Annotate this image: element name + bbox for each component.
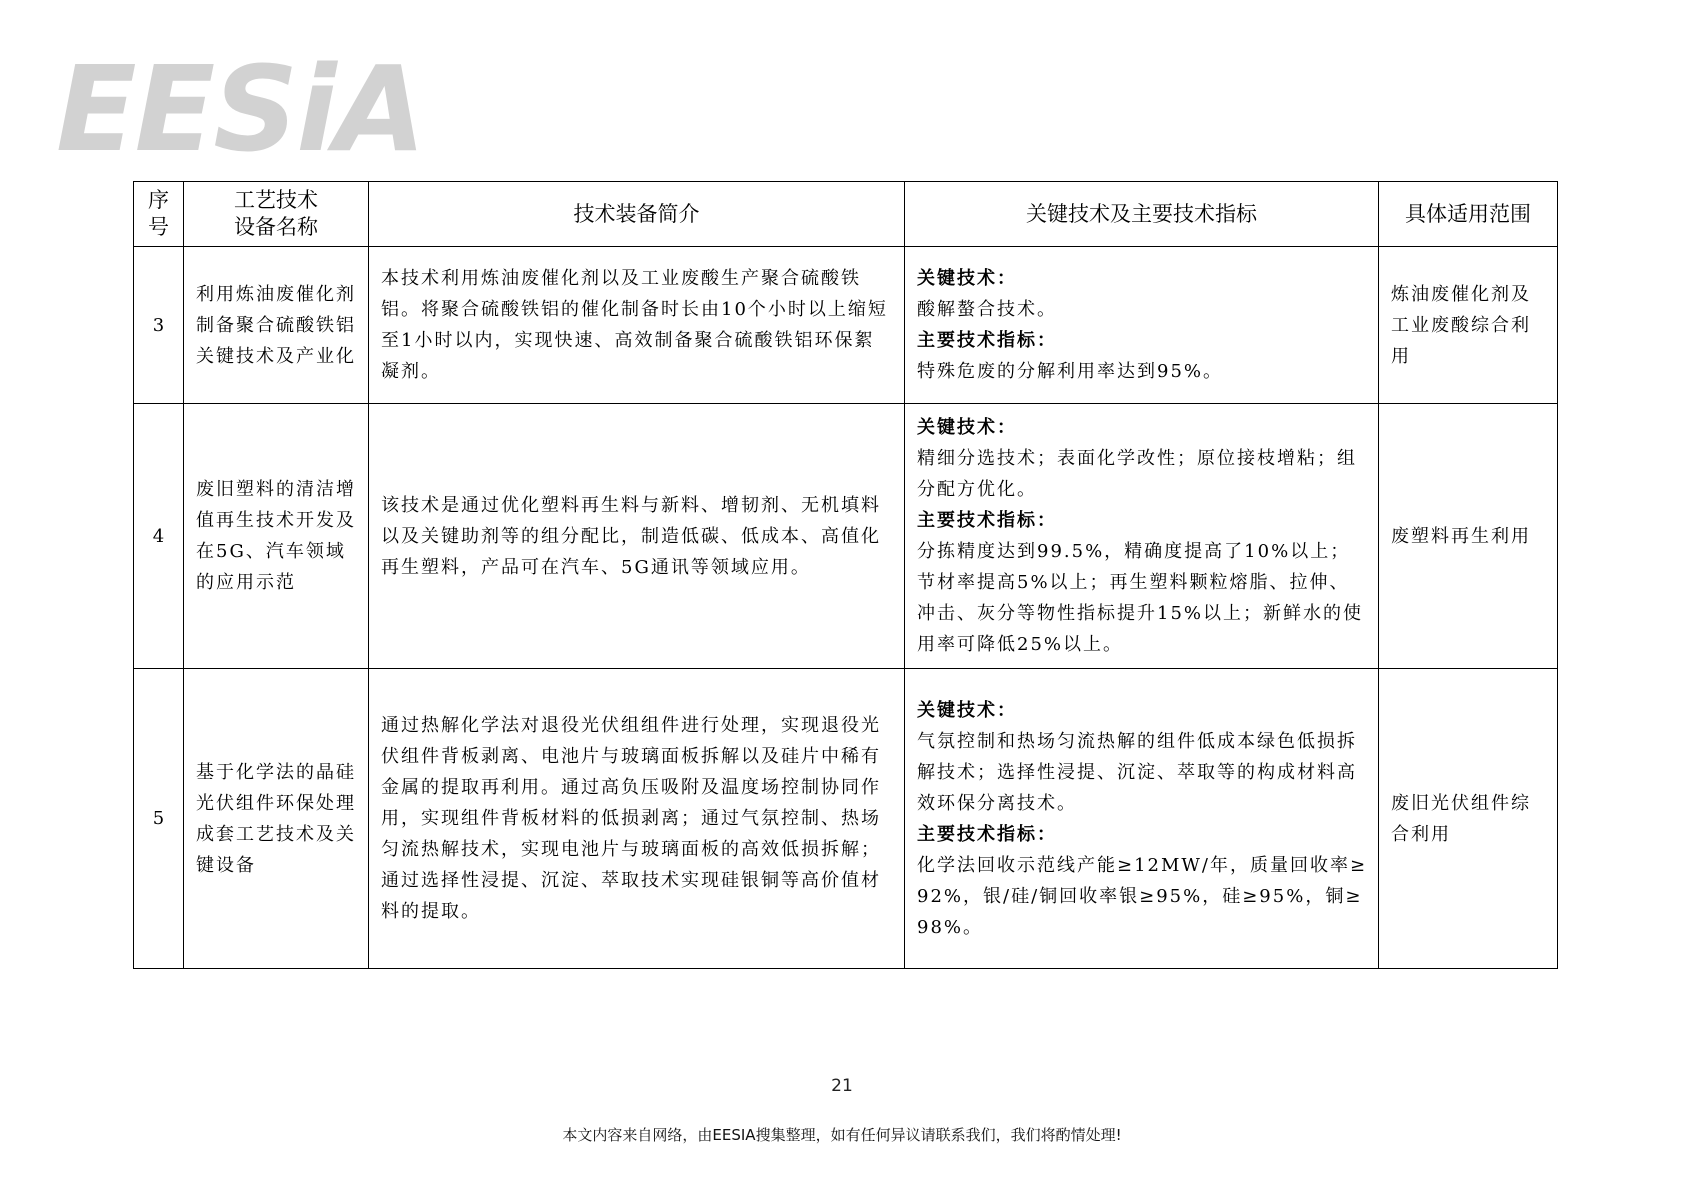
header-scope: 具体适用范围	[1379, 182, 1558, 247]
row-scope: 炼油废催化剂及工业废酸综合利用	[1379, 247, 1558, 404]
row-scope: 废旧光伏组件综合利用	[1379, 669, 1558, 969]
row-intro: 本技术利用炼油废催化剂以及工业废酸生产聚合硫酸铁铝。将聚合硫酸铁铝的催化制备时长由10个小时以上缩短至1小时以内，实现快速、高效制备聚合硫酸铁铝环保絮凝剂。	[369, 247, 905, 404]
table-row	[134, 247, 1558, 404]
eesia-logo: EESiA	[56, 40, 424, 178]
header-name-line2: 设备名称	[234, 215, 318, 239]
indicator-text: 分拣精度达到99.5%，精确度提高了10%以上；节材率提高5%以上；再生塑料颗粒熔脂、拉伸、冲击、灰分等物性指标提升15%以上；新鲜水的使用率可降低25%以上。	[917, 541, 1364, 655]
main-indicator-label: 主要技术指标：	[917, 823, 1057, 845]
row-intro: 该技术是通过优化塑料再生料与新料、增韧剂、无机填料以及关键助剂等的组分配比，制造低碳、低成本、高值化再生塑料，产品可在汽车、5G通讯等领域应用。	[369, 404, 905, 669]
key-tech-text: 酸解螯合技术。	[917, 299, 1057, 320]
header-seq-line1: 序	[148, 188, 169, 212]
row-seq: 5	[134, 669, 184, 969]
indicator-text: 特殊危废的分解利用率达到95%。	[917, 361, 1224, 382]
table-row	[134, 669, 1558, 969]
row-seq: 3	[134, 247, 184, 404]
row-key-tech	[905, 404, 1379, 669]
main-indicator-label: 主要技术指标：	[917, 510, 1057, 531]
page-number: 21	[831, 1076, 853, 1096]
header-name-line1: 工艺技术	[234, 188, 318, 212]
row-scope: 废塑料再生利用	[1379, 404, 1558, 669]
table-row	[134, 404, 1558, 669]
row-seq: 4	[134, 404, 184, 669]
row-name: 基于化学法的晶硅光伏组件环保处理成套工艺技术及关键设备	[184, 669, 369, 969]
table-header-row	[134, 182, 1558, 247]
row-name: 利用炼油废催化剂制备聚合硫酸铁铝关键技术及产业化	[184, 247, 369, 404]
row-key-tech	[905, 247, 1379, 404]
header-seq	[134, 182, 184, 247]
footer-note: 本文内容来自网络，由EESIA搜集整理，如有任何异议请联系我们，我们将酌情处理!	[562, 1126, 1122, 1144]
technology-table	[133, 181, 1558, 969]
row-name: 废旧塑料的清洁增值再生技术开发及在5G、汽车领域的应用示范	[184, 404, 369, 669]
row-key-tech	[905, 669, 1379, 969]
row-intro: 通过热解化学法对退役光伏组组件进行处理，实现退役光伏组件背板剥离、电池片与玻璃面板拆解以及硅片中稀有金属的提取再利用。通过高负压吸附及温度场控制协同作用，实现组件背板材料的低损剥离；通过气氛控制、热场匀流热解技术，实现电池片与玻璃面板的高效低损拆解；通过选择性浸提、沉淀、萃取技术实现硅银铜等高价值材料的提取。	[369, 669, 905, 969]
key-tech-label: 关键技术：	[917, 417, 1017, 438]
header-key-tech: 关键技术及主要技术指标	[905, 182, 1379, 247]
indicator-text: 化学法回收示范线产能≥12MW/年，质量回收率≥92%，银/硅/铜回收率银≥95%，硅≥95%，铜≥98%。	[917, 854, 1368, 938]
header-intro: 技术装备简介	[369, 182, 905, 247]
key-tech-label: 关键技术：	[917, 268, 1017, 289]
header-name	[184, 182, 369, 247]
main-indicator-label: 主要技术指标：	[917, 330, 1057, 351]
key-tech-text: 精细分选技术；表面化学改性；原位接枝增粘；组分配方优化。	[917, 448, 1357, 500]
header-seq-line2: 号	[148, 215, 169, 239]
key-tech-label: 关键技术：	[917, 699, 1017, 721]
key-tech-text: 气氛控制和热场匀流热解的组件低成本绿色低损拆解技术；选择性浸提、沉淀、萃取等的构成材料高效环保分离技术。	[917, 730, 1357, 814]
